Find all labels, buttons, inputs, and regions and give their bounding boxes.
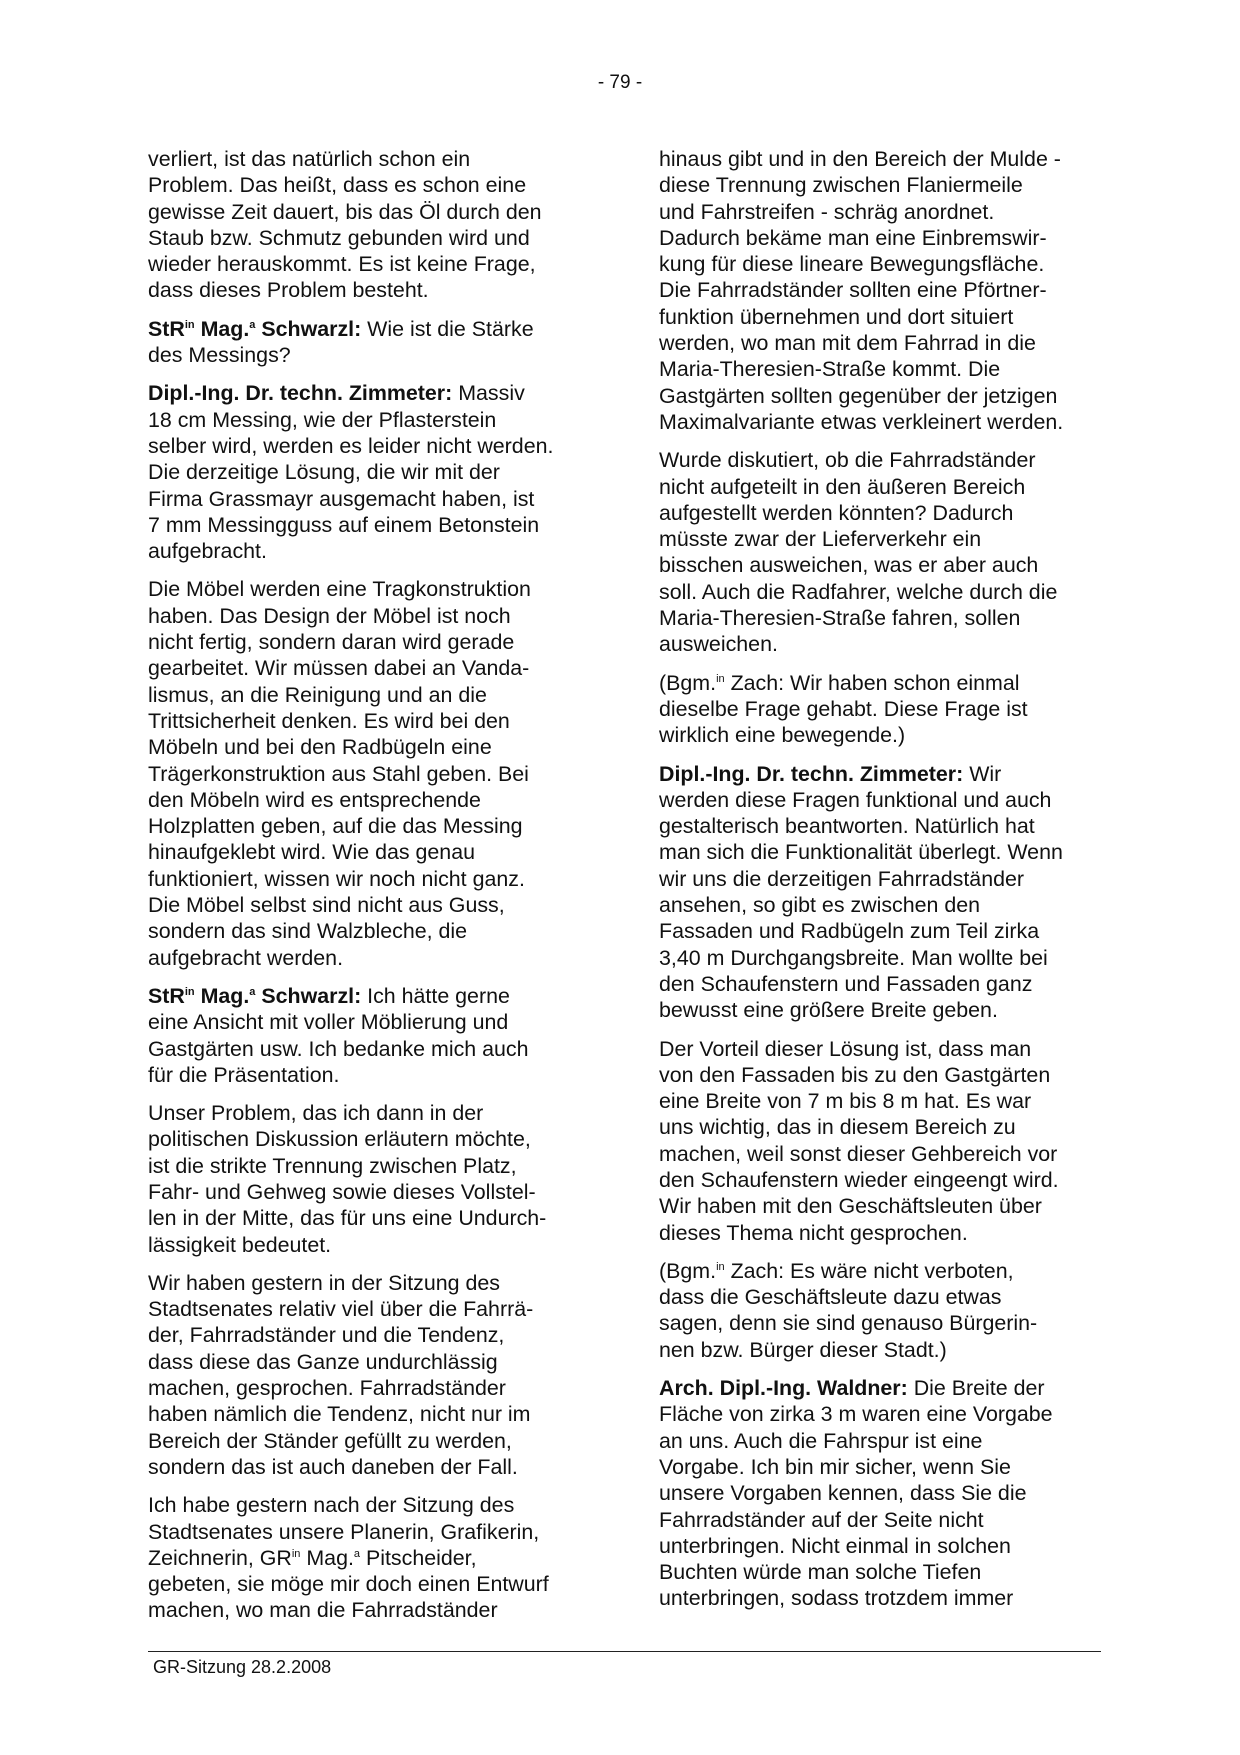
speaker-paragraph: StR$^{in}$ Mag.$^a$ Schwarzl: Wie ist die Stärke des Messings? (148, 316, 534, 368)
page-number: - 79 - (597, 72, 643, 93)
paragraph: Ich habe gestern nach der Sitzung des Stadtsenates unsere Planerin, Grafikerin, Zeichnerin, $GR^{in}$ Mag.$^a$ Pitscheider, gebeten, sie möge mir doch einen Entwurf machen, wo man die Fahrradständer (148, 1493, 549, 1623)
speaker-paragraph: StR$^{in}$ Mag.$^a$ Schwarzl: Ich hätte gerne eine Ansicht mit voller Möblierung und Gastgärten usw. Ich bedanke mich auch für die Präsentation. (148, 983, 529, 1087)
paragraph: Der Vorteil dieser Lösung ist, dass man von den Fassaden bis zu den Gastgärten eine Breite von 7 m bis 8 m hat. Es war uns wichtig, das in diesem Bereich zu machen, weil sonst dieser Gehbereich vor den Schaufenstern wieder eingeengt wird. Wir haben mit den Geschäftsleuten über dieses Thema nicht gesprochen. (659, 1036, 1059, 1245)
speaker-name: StR$^{in}$ Mag.$^a$ Schwarzl: (148, 316, 362, 341)
speaker-paragraph: Dipl.-Ing. Dr. techn. Zimmeter: Wir werden diese Fragen funktional und auch gestalterisch beantworten. Natürlich hat man sich die Funktionalität überlegt. Wenn wir uns die derzeitigen Fahrradständer ansehen, so gibt es zwischen den Fassaden und Radbügeln zum Teil zirka 3,40 m Durchgangsbreite. Man wollte bei den Schaufenstern und Fassaden ganz bewusst eine größere Breite geben. (659, 761, 1063, 1023)
footer-label: GR-Sitzung 28.2.2008 (153, 1657, 332, 1677)
speaker-paragraph: Dipl.-Ing. Dr. techn. Zimmeter: Massiv 18 cm Messing, wie der Pflasterstein selber wird, werden es leider nicht werden. Die derzeitige Lösung, die wir mit der Firma Grassmayr ausgemacht haben, ist 7 mm Messingguss auf einem Betonstein aufgebracht. (148, 381, 554, 564)
left-column (148, 146, 588, 1636)
paragraph: Wir haben gestern in der Sitzung des Stadtsenates relativ viel über die Fahrrä- der, Fahrradständer und die Tendenz, dass diese das Ganze undurchlässig machen, gesprochen. Fahrradständer haben nämlich die Tendenz, nicht nur im Bereich der Ständer gefüllt zu werden, sondern das ist auch daneben der Fall. (148, 1270, 534, 1479)
right-column (659, 146, 1099, 1624)
speaker-name: StR$^{in}$ Mag.$^a$ Schwarzl: (148, 983, 362, 1008)
speaker-name: Dipl.-Ing. Dr. techn. Zimmeter: (659, 761, 964, 786)
speaker-paragraph: Arch. Dipl.-Ing. Waldner: Die Breite der Fläche von zirka 3 m waren eine Vorgabe an uns. Auch die Fahrspur ist eine Vorgabe. Ich bin mir sicher, wenn Sie unsere Vorgaben kennen, dass Sie die Fahrradständer auf der Seite nicht unterbringen. Nicht einmal in solchen Buchten würde man solche Tiefen unterbringen, sodass trotzdem immer (659, 1376, 1053, 1611)
speaker-name: Dipl.-Ing. Dr. techn. Zimmeter: (148, 381, 453, 406)
paragraph: hinaus gibt und in den Bereich der Mulde - diese Trennung zwischen Flaniermeile und Fahrstreifen - schräg anordnet. Dadurch bekäme man eine Einbremswir- kung für diese lineare Bewegungsfläche. Die Fahrradständer sollten eine Pförtner- funktion übernehmen und dort situiert werden, wo man mit dem Fahrrad in die Maria-Theresien-Straße kommt. Die Gastgärten sollten gegenüber der jetzigen Maximalvariante etwas verkleinert werden. (659, 147, 1064, 434)
paragraph: Wurde diskutiert, ob die Fahrradständer nicht aufgeteilt in den äußeren Bereich aufgestellt werden könnten? Dadurch müsste zwar der Lieferverkehr ein bisschen ausweichen, was er aber auch soll. Auch die Radfahrer, welche durch die Maria-Theresien-Straße fahren, sollen ausweichen. (659, 448, 1058, 657)
interjection-paragraph: (Bgm.$^{in}$ Zach: Es wäre nicht verboten, dass die Geschäftsleute dazu etwas sagen, denn sie sind genauso Bürgerin- nen bzw. Bürger dieser Stadt.) (659, 1258, 1038, 1362)
paragraph: Unser Problem, das ich dann in der politischen Diskussion erläutern möchte, ist die strikte Trennung zwischen Platz, Fahr- und Gehweg sowie dieses Vollstel- len in der Mitte, das für uns eine Undurch- lässigkeit bedeutet. (148, 1101, 547, 1257)
paragraph: verliert, ist das natürlich schon ein Problem. Das heißt, dass es schon eine gewisse Zeit dauert, bis das Öl durch den Staub bzw. Schmutz gebunden wird und wieder herauskommt. Es ist keine Frage, dass dieses Problem besteht. (148, 147, 542, 303)
footer-divider (148, 1651, 1101, 1652)
speaker-name: Arch. Dipl.-Ing. Waldner: (659, 1376, 908, 1401)
interjection-paragraph: (Bgm.$^{in}$ Zach: Wir haben schon einmal dieselbe Frage gehabt. Diese Frage ist wirklich eine bewegende.) (659, 670, 1028, 748)
paragraph: Die Möbel werden eine Tragkonstruktion haben. Das Design der Möbel ist noch nicht fertig, sondern daran wird gerade gearbeitet. Wir müssen dabei an Vanda- lismus, an die Reinigung und an die Trittsicherheit denken. Es wird bei den Möbeln und bei den Radbügeln eine Trägerkonstruktion aus Stahl geben. Bei den Möbeln wird es entsprechende Holzplatten geben, auf die das Messing hinaufgeklebt wird. Wie das genau funktioniert, wissen wir noch nicht ganz. Die Möbel selbst sind nicht aus Guss, sondern das sind Walzbleche, die aufgebracht werden. (148, 577, 531, 970)
